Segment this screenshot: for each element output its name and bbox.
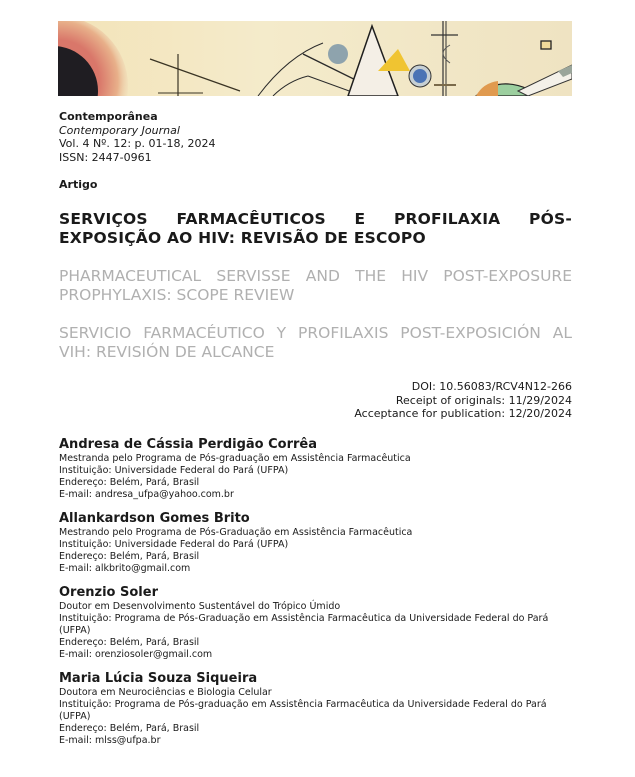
author-block bbox=[59, 511, 574, 575]
section-label: Artigo bbox=[59, 178, 98, 191]
title-portuguese: SERVIÇOS FARMACÊUTICOS E PROFILAXIA PÓS-EXPOSIÇÃO AO HIV: REVISÃO DE ESCOPO bbox=[59, 210, 572, 247]
author-address: Endereço: Belém, Pará, Brasil bbox=[59, 551, 200, 562]
journal-name-english: Contemporary Journal bbox=[59, 123, 180, 137]
author-block bbox=[59, 437, 574, 501]
author-address: Endereço: Belém, Pará, Brasil bbox=[59, 477, 200, 488]
author-block bbox=[59, 671, 574, 747]
author-degree: Mestrando pelo Programa de Pós-Graduação em Assistência Farmacêutica bbox=[59, 527, 413, 538]
author-degree: Doutora em Neurociências e Biologia Celular bbox=[59, 687, 272, 698]
author-name: Maria Lúcia Souza Siqueira bbox=[59, 671, 258, 686]
received-date: Receipt of originals: 11/29/2024 bbox=[395, 393, 572, 407]
abstract-painting-icon bbox=[58, 21, 572, 96]
author-institution: Instituição: Universidade Federal do Pará (UFPA) bbox=[59, 539, 289, 550]
doi[interactable]: DOI: 10.56083/RCV4N12-266 bbox=[411, 380, 572, 393]
author-degree: Mestranda pelo Programa de Pós-graduação em Assistência Farmacêutica bbox=[59, 453, 411, 464]
journal-info bbox=[59, 110, 215, 164]
author-institution: Instituição: Programa de Pós-graduação em Assistência Farmacêutica da Universidade Federal do Pará (UFPA) bbox=[59, 699, 547, 722]
author-email[interactable]: E-mail: mlss@ufpa.br bbox=[59, 735, 161, 746]
title-spanish: SERVICIO FARMACÉUTICO Y PROFILAXIS POST-EXPOSICIÓN AL VIH: REVISIÓN DE ALCANCE bbox=[59, 324, 572, 361]
author-email[interactable]: E-mail: andresa_ufpa@yahoo.com.br bbox=[59, 489, 234, 500]
author-degree: Doutor em Desenvolvimento Sustentável do Trópico Úmido bbox=[59, 601, 341, 612]
author-institution: Instituição: Universidade Federal do Pará (UFPA) bbox=[59, 465, 289, 476]
journal-issn: ISSN: 2447-0961 bbox=[59, 150, 152, 164]
title-english: PHARMACEUTICAL SERVISSE AND THE HIV POST-EXPOSURE PROPHYLAXIS: SCOPE REVIEW bbox=[59, 267, 572, 304]
author-address: Endereço: Belém, Pará, Brasil bbox=[59, 723, 200, 734]
author-email[interactable]: E-mail: alkbrito@gmail.com bbox=[59, 563, 191, 574]
header-banner-image bbox=[58, 21, 572, 96]
author-email[interactable]: E-mail: orenziosoler@gmail.com bbox=[59, 649, 213, 660]
author-name: Orenzio Soler bbox=[59, 585, 158, 600]
publication-info bbox=[354, 380, 572, 421]
author-institution: Instituição: Programa de Pós-Graduação em Assistência Farmacêutica da Universidade Federal do Pará (UFPA) bbox=[59, 613, 549, 636]
author-name: Andresa de Cássia Perdigão Corrêa bbox=[59, 437, 318, 452]
journal-name: Contemporânea bbox=[59, 110, 158, 123]
accepted-date: Acceptance for publication: 12/20/2024 bbox=[354, 407, 572, 420]
author-address: Endereço: Belém, Pará, Brasil bbox=[59, 637, 200, 648]
author-list bbox=[59, 437, 574, 757]
journal-volume: Vol. 4 Nº. 12: p. 01-18, 2024 bbox=[59, 137, 216, 150]
author-block bbox=[59, 585, 574, 661]
author-name: Allankardson Gomes Brito bbox=[59, 511, 250, 526]
